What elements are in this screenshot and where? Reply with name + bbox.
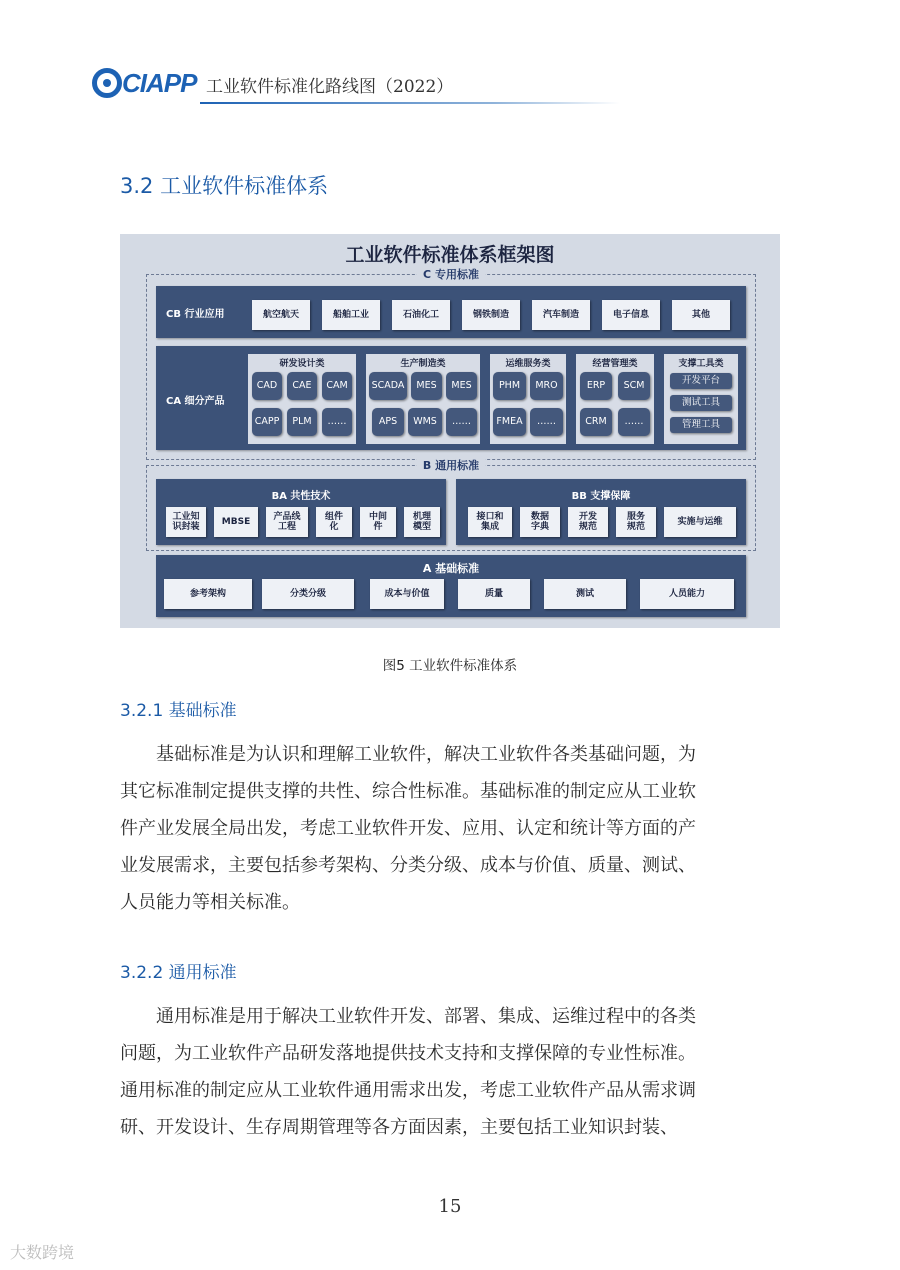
ciapp-logo bbox=[92, 66, 197, 102]
tool-chip: 管理工具 bbox=[670, 417, 732, 433]
header-rule bbox=[200, 102, 620, 104]
cb-item: 航空航天 bbox=[252, 300, 310, 330]
group-title: 生产制造类 bbox=[400, 359, 446, 369]
framework-diagram bbox=[120, 234, 780, 628]
product-chip: …… bbox=[446, 408, 477, 436]
bb-support-panel bbox=[456, 479, 746, 545]
cb-item: 钢铁制造 bbox=[462, 300, 520, 330]
group-title: 经营管理类 bbox=[592, 359, 638, 369]
ba-item: 中间 件 bbox=[360, 507, 396, 537]
subsection-heading-general: 3.2.2 通用标准 bbox=[120, 963, 237, 983]
logo-text: CIAPP bbox=[122, 68, 197, 98]
product-chip: …… bbox=[530, 408, 563, 436]
a-label: A 基础标准 bbox=[422, 562, 480, 575]
cb-item: 电子信息 bbox=[602, 300, 660, 330]
diagram-title: 工业软件标准体系框架图 bbox=[345, 244, 555, 266]
c-label: C 专用标准 bbox=[417, 268, 485, 281]
product-chip: PLM bbox=[287, 408, 317, 436]
cb-label: CB 行业应用 bbox=[166, 309, 225, 320]
product-chip: MES bbox=[446, 372, 477, 400]
cb-item: 船舶工业 bbox=[322, 300, 380, 330]
bb-label: BB 支撑保障 bbox=[571, 491, 631, 502]
a-item: 测试 bbox=[544, 579, 626, 609]
bb-item: 数据 字典 bbox=[520, 507, 560, 537]
product-chip: CAM bbox=[322, 372, 352, 400]
product-chip: WMS bbox=[408, 408, 442, 436]
text-line: 人员能力等相关标准。 bbox=[120, 892, 300, 913]
text-line: 通用标准是用于解决工业软件开发、部署、集成、运维过程中的各类 bbox=[120, 1006, 696, 1027]
cb-item: 其他 bbox=[672, 300, 730, 330]
text-line: 业发展需求，主要包括参考架构、分类分级、成本与价值、质量、测试、 bbox=[120, 855, 696, 876]
cb-industry-panel bbox=[156, 286, 746, 338]
text-line: 其它标准制定提供支撑的共性、综合性标准。基础标准的制定应从工业软 bbox=[120, 781, 696, 802]
cb-item: 汽车制造 bbox=[532, 300, 590, 330]
group-title: 研发设计类 bbox=[279, 359, 325, 369]
section-title: 工业软件标准体系 bbox=[160, 174, 329, 198]
product-chip: MRO bbox=[530, 372, 563, 400]
section-number: 3.2 bbox=[120, 174, 154, 198]
text-line: 问题，为工业软件产品研发落地提供技术支持和支撑保障的专业性标准。 bbox=[120, 1043, 696, 1064]
cb-item: 石油化工 bbox=[392, 300, 450, 330]
group-title: 支撑工具类 bbox=[678, 359, 724, 369]
bb-item: 实施与运维 bbox=[664, 507, 736, 537]
ca-group-tools bbox=[664, 354, 738, 444]
tool-chip: 测试工具 bbox=[670, 395, 732, 411]
ba-item: 机理 模型 bbox=[404, 507, 440, 537]
watermark: 大数跨境 bbox=[10, 1243, 75, 1262]
product-chip: …… bbox=[618, 408, 650, 436]
page-number: 15 bbox=[438, 1196, 462, 1217]
product-chip: CAD bbox=[252, 372, 282, 400]
product-chip: APS bbox=[372, 408, 404, 436]
product-chip: SCADA bbox=[369, 372, 407, 400]
a-item: 分类分级 bbox=[262, 579, 354, 609]
a-item: 质量 bbox=[458, 579, 530, 609]
product-chip: CRM bbox=[580, 408, 612, 436]
ba-item: 组件 化 bbox=[316, 507, 352, 537]
product-chip: SCM bbox=[618, 372, 650, 400]
text-line: 件产业发展全局出发，考虑工业软件开发、应用、认定和统计等方面的产 bbox=[120, 818, 696, 839]
page-header bbox=[92, 62, 792, 104]
subsection-heading-basic: 3.2.1 基础标准 bbox=[120, 701, 237, 721]
product-chip: ERP bbox=[580, 372, 612, 400]
ba-label: BA 共性技术 bbox=[271, 491, 331, 502]
paragraph-general bbox=[120, 998, 782, 1146]
a-basic-panel bbox=[156, 555, 746, 617]
logo-ring-icon bbox=[92, 68, 122, 98]
ca-label: CA 细分产品 bbox=[166, 396, 225, 407]
section-heading bbox=[120, 170, 328, 200]
product-chip: MES bbox=[411, 372, 442, 400]
ba-item: MBSE bbox=[214, 507, 258, 537]
ca-group-manufacturing bbox=[366, 354, 480, 444]
text-line: 基础标准是为认识和理解工业软件，解决工业软件各类基础问题，为 bbox=[120, 744, 696, 765]
a-item: 人员能力 bbox=[640, 579, 734, 609]
product-chip: PHM bbox=[493, 372, 526, 400]
bb-item: 开发 规范 bbox=[568, 507, 608, 537]
b-label: B 通用标准 bbox=[417, 459, 485, 472]
ca-group-maintenance bbox=[490, 354, 566, 444]
group-title: 运维服务类 bbox=[505, 359, 551, 369]
text-line: 通用标准的制定应从工业软件通用需求出发，考虑工业软件产品从需求调 bbox=[120, 1080, 696, 1101]
a-item: 成本与价值 bbox=[370, 579, 444, 609]
product-chip: CAE bbox=[287, 372, 317, 400]
product-chip: …… bbox=[322, 408, 352, 436]
tool-chip: 开发平台 bbox=[670, 373, 732, 389]
ba-item: 产品线 工程 bbox=[266, 507, 308, 537]
figure-caption: 图5 工业软件标准体系 bbox=[382, 658, 518, 674]
paragraph-basic bbox=[120, 736, 782, 921]
ca-group-rd bbox=[248, 354, 356, 444]
bb-item: 接口和 集成 bbox=[468, 507, 512, 537]
ca-group-business bbox=[576, 354, 654, 444]
product-chip: FMEA bbox=[493, 408, 526, 436]
ca-product-panel bbox=[156, 346, 746, 450]
product-chip: CAPP bbox=[252, 408, 282, 436]
ba-item: 工业知 识封装 bbox=[166, 507, 206, 537]
text-line: 研、开发设计、生存周期管理等各方面因素，主要包括工业知识封装、 bbox=[120, 1117, 678, 1138]
a-item: 参考架构 bbox=[164, 579, 252, 609]
ba-common-tech-panel bbox=[156, 479, 446, 545]
bb-item: 服务 规范 bbox=[616, 507, 656, 537]
document-title: 工业软件标准化路线图（2022） bbox=[206, 77, 454, 97]
